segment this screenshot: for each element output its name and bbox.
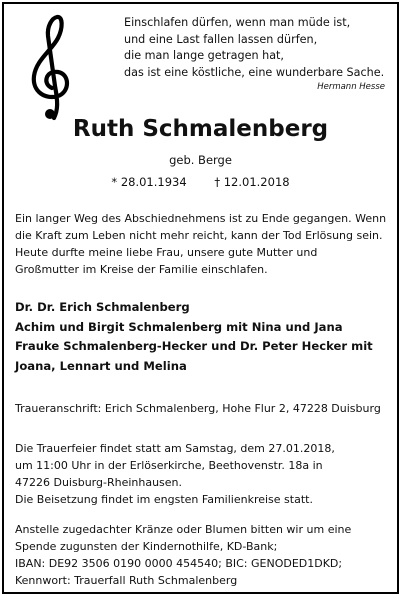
- donation-line: IBAN: DE92 3506 0190 0000 454540; BIC: GENODED1DKD;: [15, 557, 343, 570]
- poem-line: die man lange getragen hat,: [124, 49, 284, 62]
- service-line: Die Beisetzung findet im engsten Familienkreise statt.: [15, 493, 313, 506]
- service-line: 47226 Duisburg-Rheinhausen.: [15, 476, 183, 489]
- death-date: † 12.01.2018: [214, 175, 290, 189]
- intro-line: die Kraft zum Leben nicht mehr reicht, kann der Tod Erlösung sein.: [15, 229, 383, 242]
- birth-name: geb. Berge: [169, 153, 232, 167]
- mourning-address: [15, 400, 395, 417]
- donation-line: Anstelle zugedachter Kränze oder Blumen bitten wir um eine: [15, 523, 352, 536]
- poem-author: Hermann Hesse: [317, 82, 385, 92]
- donation-line: Kennwort: Trauerfall Ruth Schmalenberg: [15, 574, 238, 587]
- mourners-list: [15, 298, 395, 376]
- mourner-line: Frauke Schmalenberg-Hecker und Dr. Peter Hecker mit: [15, 339, 373, 353]
- mourner-line: Joana, Lennart und Melina: [15, 358, 187, 373]
- intro-line: Ein langer Weg des Abschiednehmens ist zu Ende gegangen. Wenn: [15, 212, 387, 225]
- poem-line: Einschlafen dürfen, wenn man müde ist,: [124, 16, 351, 29]
- donation-line: Spende zugunsten der Kindernothilfe, KD-Bank;: [15, 540, 278, 553]
- donation-info: [15, 521, 395, 589]
- poem: [124, 15, 389, 81]
- intro-line: Heute durfte meine liebe Frau, unsere gute Mutter und: [15, 246, 318, 259]
- poem-line: und eine Last fallen lassen dürfen,: [124, 32, 318, 46]
- treble-clef-icon: [28, 14, 74, 122]
- life-dates: [0, 175, 401, 189]
- poem-line: das ist eine köstliche, eine wunderbare Sache.: [124, 65, 385, 79]
- intro-line: Großmutter im Kreise der Familie einschlafen.: [15, 263, 268, 276]
- address-line: Traueranschrift: Erich Schmalenberg, Hohe Flur 2, 47228 Duisburg: [15, 402, 381, 415]
- service-line: um 11:00 Uhr in der Erlöserkirche, Beethovenstr. 18a in: [15, 459, 323, 472]
- service-info: [15, 440, 395, 508]
- intro-text: [15, 210, 395, 278]
- deceased-name: Ruth Schmalenberg: [72, 116, 329, 142]
- birth-date: * 28.01.1934: [111, 175, 187, 189]
- mourner-line: Achim und Birgit Schmalenberg mit Nina und Jana: [15, 319, 343, 334]
- mourner-line: Dr. Dr. Erich Schmalenberg: [15, 300, 190, 314]
- service-line: Die Trauerfeier findet statt am Samstag, dem 27.01.2018,: [15, 442, 335, 455]
